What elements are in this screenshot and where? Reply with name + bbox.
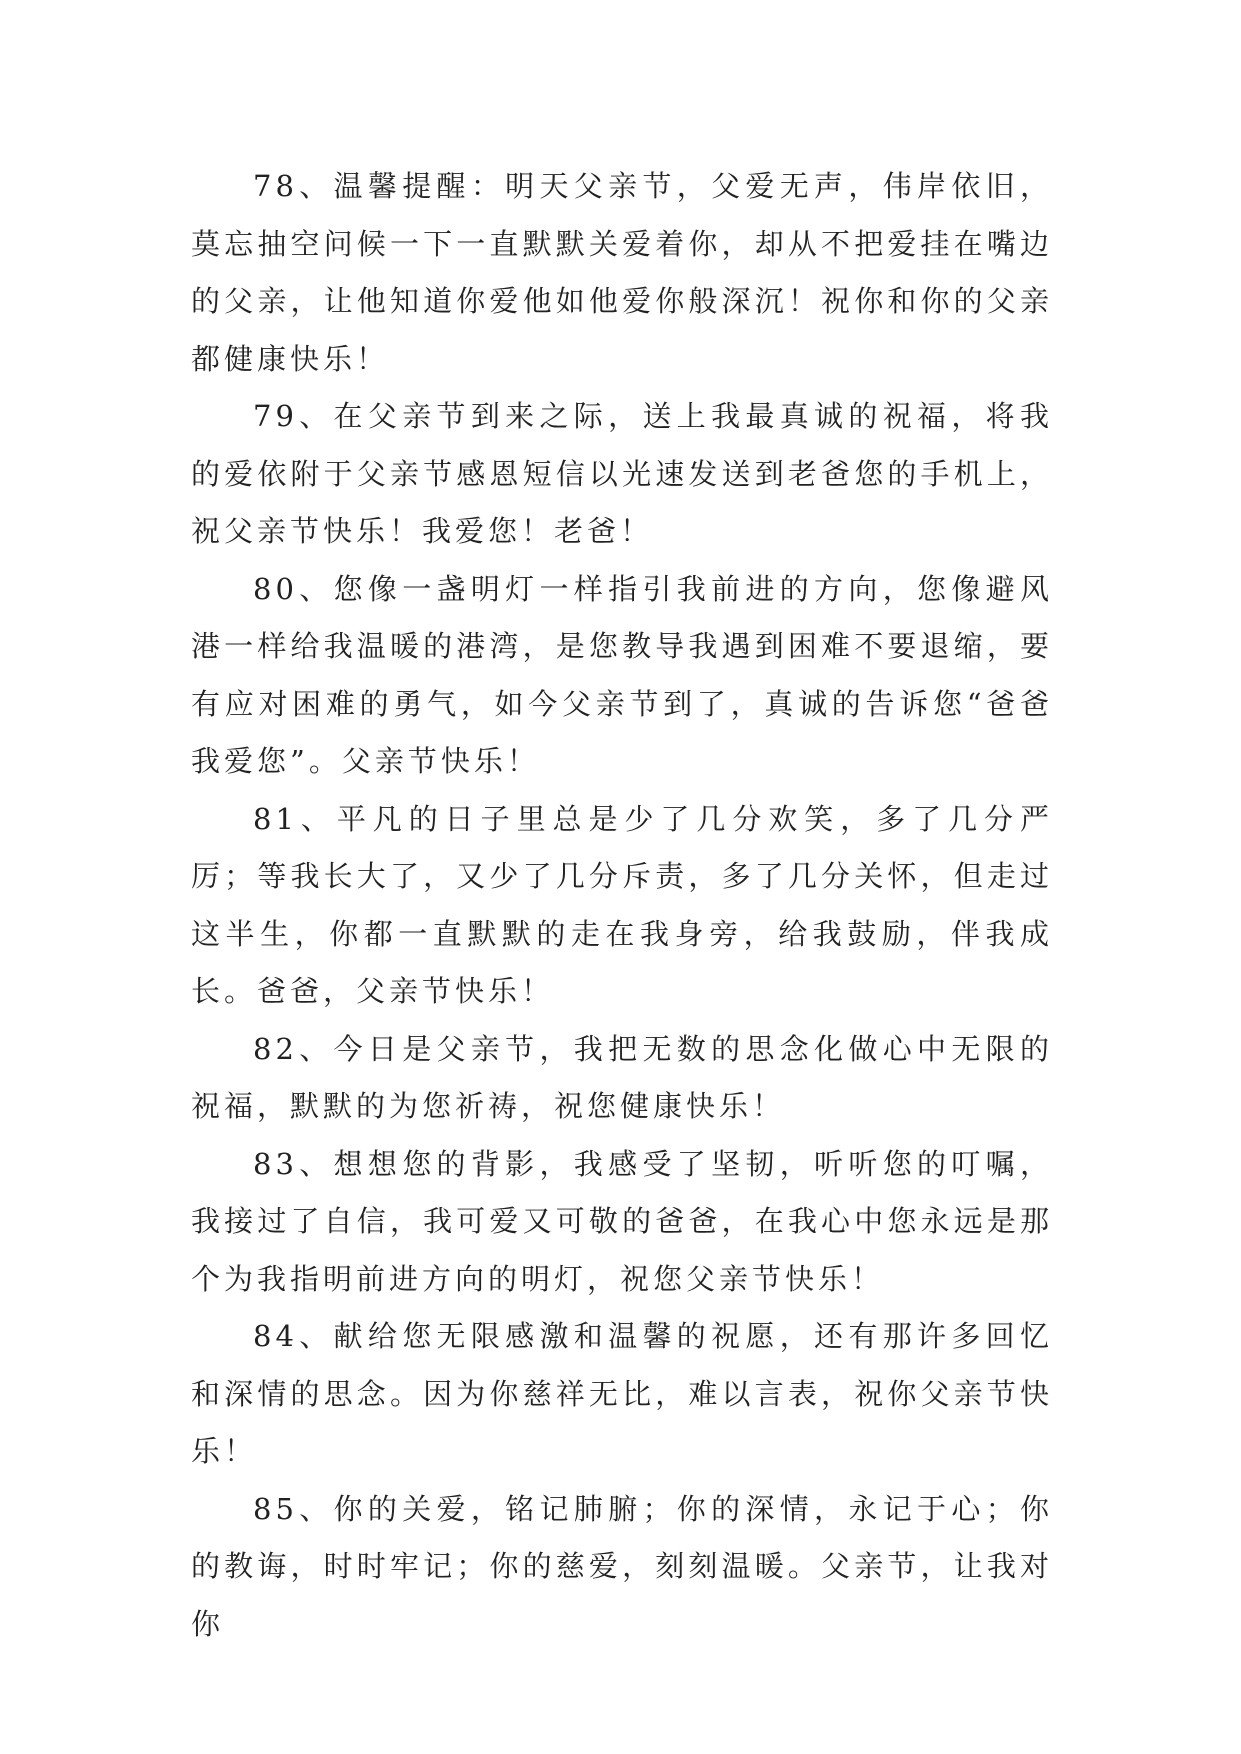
paragraph-84: 84、献给您无限感激和温馨的祝愿，还有那许多回忆和深情的思念。因为你慈祥无比，难以言表，祝你父亲节快乐！ (191, 1319, 1053, 1468)
paragraph-79: 79、在父亲节到来之际，送上我最真诚的祝福，将我的爱依附于父亲节感恩短信以光速发送到老爸您的手机上，祝父亲节快乐！我爱您！老爸！ (191, 399, 1053, 548)
paragraph-82: 82、今日是父亲节，我把无数的思念化做心中无限的祝福，默默的为您祈祷，祝您健康快乐！ (191, 1031, 1053, 1123)
paragraph-81: 81、平凡的日子里总是少了几分欢笑，多了几分严厉；等我长大了，又少了几分斥责，多了几分关怀，但走过这半生，你都一直默默的走在我身旁，给我鼓励，伴我成长。爸爸，父亲节快乐！ (191, 801, 1053, 1008)
paragraph-85: 85、你的关爱，铭记肺腑；你的深情，永记于心；你的教诲，时时牢记；你的慈爱，刻刻温暖。父亲节，让我对你 (191, 1491, 1053, 1641)
paragraph-78: 78、温馨提醒：明天父亲节，父爱无声，伟岸依旧，莫忘抽空问候一下一直默默关爱着你，却从不把爱挂在嘴边的父亲，让他知道你爱他如他爱你般深沉！祝你和你的父亲都健康快乐！ (191, 169, 1053, 376)
paragraph-80: 80、您像一盏明灯一样指引我前进的方向，您像避风港一样给我温暖的港湾，是您教导我遇到困难不要退缩，要有应对困难的勇气，如今父亲节到了，真诚的告诉您“爸爸我爱您”。父亲节快乐！ (191, 571, 1053, 778)
paragraph-83: 83、想想您的背影，我感受了坚韧，听听您的叮嘱，我接过了自信，我可爱又可敬的爸爸，在我心中您永远是那个为我指明前进方向的明灯，祝您父亲节快乐！ (191, 1146, 1053, 1296)
document-body (191, 158, 1053, 1653)
